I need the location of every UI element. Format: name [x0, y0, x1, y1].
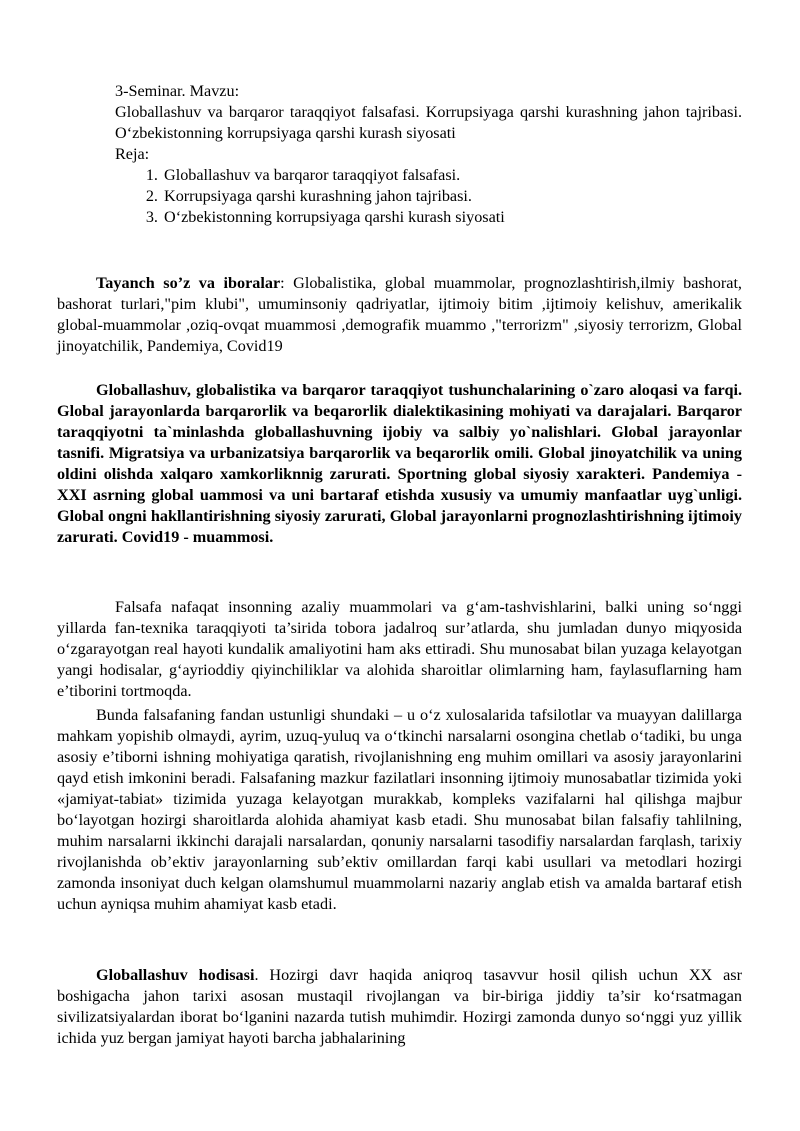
body-paragraph-1	[57, 597, 742, 702]
seminar-header	[115, 81, 742, 228]
plan-item: 2. Korrupsiyaga qarshi kurashning jahon tajribasi.	[162, 186, 742, 207]
paragraph-1-text: Falsafa nafaqat insonning azaliy muammolari va g‘am-tashvishlarini, balki uning so‘nggi yillarda fan-texnika taraqqiyoti ta’sirida tobora jadalroq sur’atlarda, shu jumladan dunyo miqyosida o‘zgarayotgan real hayoti kundalik amaliyotini ham aks ettiradi. Shu munosabat bilan yuzaga kelayotgan yangi hodisalar, g‘ayrioddiy qiyinchiliklar va alohida sharoitlar olimlarning ham, faylasuflarning ham e’tiborini tortmoqda.	[57, 598, 742, 700]
body-paragraph-3	[57, 965, 742, 1049]
plan-item: 1. Globallashuv va barqaror taraqqiyot falsafasi.	[162, 165, 742, 186]
body-paragraph-2	[57, 705, 742, 915]
plan-label: Reja:	[115, 145, 150, 163]
topics-paragraph	[57, 380, 742, 548]
paragraph-3-label: Globallashuv hodisasi	[96, 966, 255, 984]
paragraph-2-text: Bunda falsafaning fandan ustunligi shundaki – u o‘z xulosalarida tafsilotlar va muayyan dalillarga mahkam yopishib olmaydi, ayrim, uzuq-yuluq va o‘tkinchi narsalarni osongina chetlab o‘tadiki, bu unga asosiy e’tiborni ishning mohiyatiga qaratish, rivojlanishning eng muhim omillari va asosiy jarayonlarini qayd etish imkonini beradi. Falsafaning mazkur fazilatlari insonning ijtimoiy munosabatlar tizimida yoki «jamiyat-tabiat» tizimida yuzaga kelayotgan murakkab, kompleks vazifalarni hal qilishga majbur bo‘layotgan hozirgi sharoitlarda alohida ahamiyat kasb etadi. Shu munosabat bilan falsafiy tahlilning, muhim narsalarni ikkinchi darajali narsalardan, qonuniy narsalarni tasodifiy narsalardan farqlash, tarixiy rivojlanishda ob’ektiv jarayonlarning sub’ektiv omillardan farqi kabi usullari va metodlari hozirgi zamonda insoniyat duch kelgan olamshumul muammolarni nazariy anglab etish va amalda bartaraf etish uchun ayniqsa muhim ahamiyat kasb etadi.	[57, 706, 742, 913]
seminar-title: 3-Seminar. Mavzu:	[115, 82, 240, 100]
keywords-paragraph	[57, 273, 742, 357]
plan-item: 3. O‘zbekistonning korrupsiyaga qarshi kurash siyosati	[162, 207, 742, 228]
keywords-text: : Globalistika, global muammolar, prognozlashtirish,ilmiy bashorat, bashorat turlari,"pim klubi", umuminsoniy qadriyatlar, ijtimoiy bitim ,ijtimoiy kelishuv, amerikalik global-muammolar ,oziq-ovqat muammosi ,demografik muammo ,"terrorizm" ,siyosiy terrorizm, Global jinoyatchilik, Pandemiya, Covid19	[57, 274, 742, 355]
keywords-label: Tayanch so’z va iboralar	[96, 274, 281, 292]
plan-list	[115, 165, 742, 228]
seminar-topic: Globallashuv va barqaror taraqqiyot falsafasi. Korrupsiyaga qarshi kurashning jahon tajribasi. O‘zbekistonning korrupsiyaga qarshi kurash siyosati	[115, 103, 742, 142]
topics-text: Globallashuv, globalistika va barqaror taraqqiyot tushunchalarining o`zaro aloqasi va farqi. Global jarayonlarda barqarorlik va beqarorlik dialektikasining mohiyati va darajalari. Barqaror taraqqiyotni ta`minlashda globallashuvning ijobiy va salbiy yo`nalishlari. Global jarayonlar tasnifi. Migratsiya va urbanizatsiya barqarorlik va beqarorlik omili. Global jinoyatchilik va uning oldini olishda xalqaro xamkorliknnig zarurati. Sportning global siyosiy xarakteri. Pandemiya - XXI asrning global uammosi va uni bartaraf etishda xususiy va umumiy manfaatlar uyg`unligi. Global ongni hakllantirishning siyosiy zarurati, Global jarayonlarni prognozlashtirishning ijtimoiy zarurati. Covid19 - muammosi.	[57, 381, 742, 546]
paragraph-3-text: . Hozirgi davr haqida aniqroq tasavvur hosil qilish uchun XX asr boshigacha jahon tarixi asosan mustaqil rivojlangan va bir-biriga jiddiy ta’sir ko‘rsatmagan sivilizatsiyalardan iborat bo‘lganini nazarda tutish muhimdir. Hozirgi zamonda dunyo so‘nggi yuz yillik ichida yuz bergan jamiyat hayoti barcha jabhalarining	[57, 966, 742, 1047]
